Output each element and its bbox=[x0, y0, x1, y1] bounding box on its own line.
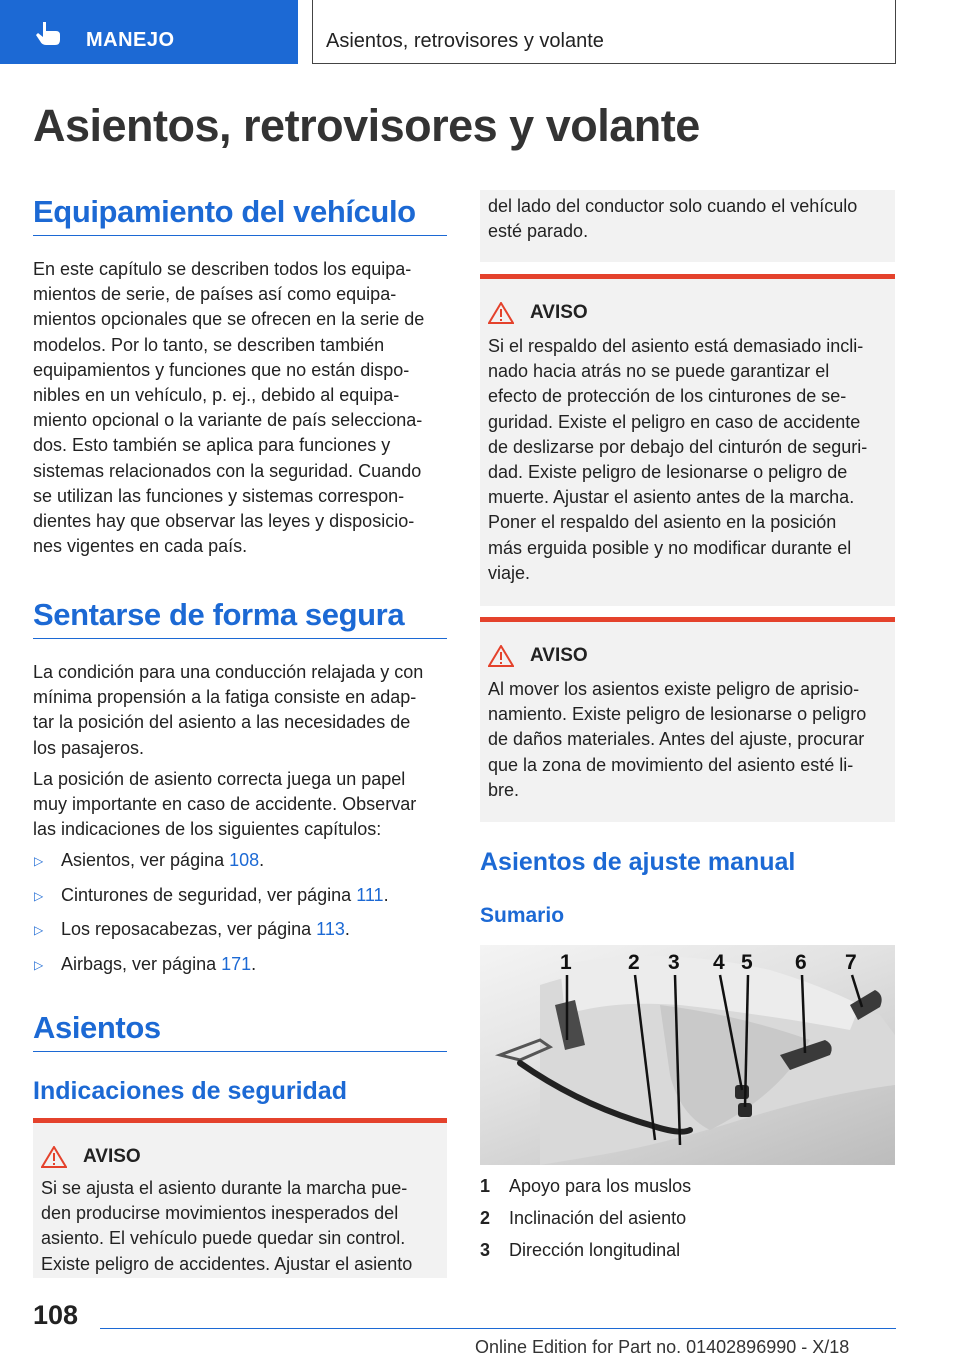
page-title: Asientos, retrovisores y volante bbox=[33, 100, 700, 151]
safety-heading: Indicaciones de seguridad bbox=[33, 1077, 347, 1105]
triangle-bullet-icon: ▷ bbox=[34, 957, 44, 972]
page-number: 108 bbox=[33, 1300, 79, 1330]
figure-callout: 4 bbox=[713, 951, 725, 974]
seat-illustration bbox=[480, 945, 895, 1165]
chapter-title: Asientos, retrovisores y volante bbox=[326, 30, 604, 52]
figure-callout: 2 bbox=[628, 951, 640, 974]
triangle-bullet-icon: ▷ bbox=[34, 854, 44, 868]
warning-bar bbox=[480, 274, 895, 279]
warning-label: AVISO bbox=[530, 645, 588, 666]
figure-callout: 1 bbox=[560, 951, 572, 974]
seating-paragraph-1: La condición para una conducción relajada y con mínima propensión a la fatiga consiste en adap- tar la posición del asiento a las necesidades de los pasajeros. bbox=[33, 662, 424, 758]
warning-label: AVISO bbox=[83, 1146, 141, 1167]
seating-heading-rule bbox=[33, 638, 447, 639]
figure-callout: 6 bbox=[795, 951, 807, 974]
warning-text: Si el respaldo del asiento está demasiado incli- nado hacia atrás no se puede garantizar el efecto de protección de los cinturones de se- guridad. Existe el peligro en caso de accidente de deslizarse por debajo del cinturón de seguri- dad. Existe peligro de lesionarse o peligro de muerte. Ajustar el asiento antes de la marcha. Poner el respaldo del asiento en la posición más erguida posible y no modificar durante el viaje. bbox=[488, 336, 868, 583]
continuation-text: del lado del conductor solo cuando el vehículo esté parado. bbox=[488, 196, 858, 242]
reference-list bbox=[33, 850, 447, 988]
section-tab bbox=[0, 0, 298, 64]
seats-heading-rule bbox=[33, 1051, 447, 1052]
section-label: MANEJO bbox=[86, 29, 175, 51]
summary-heading: Sumario bbox=[480, 904, 565, 927]
figure-callout: 3 bbox=[668, 951, 680, 974]
list-item: ▷ Asientos, ver página 108. bbox=[34, 850, 265, 870]
seats-heading: Asientos bbox=[33, 1010, 161, 1045]
warning-bar bbox=[480, 617, 895, 622]
manual-seats-heading: Asientos de ajuste manual bbox=[480, 848, 796, 876]
warning-triangle-icon bbox=[41, 1146, 67, 1168]
triangle-bullet-icon: ▷ bbox=[34, 923, 44, 937]
warning-label: AVISO bbox=[530, 302, 588, 323]
seating-paragraph-2: La posición de asiento correcta juega un papel muy importante en caso de accidente. Observar las indicaciones de los siguientes capítulos: bbox=[33, 769, 417, 840]
warning-bar bbox=[33, 1118, 447, 1123]
seating-heading: Sentarse de forma segura bbox=[33, 597, 405, 632]
figure-callout: 7 bbox=[845, 951, 857, 974]
warning-notice-3 bbox=[480, 617, 895, 822]
equipment-paragraph: En este capítulo se describen todos los equipa- mientos de serie, de países así como equipa- mientos opcionales que se ofrecen en la serie de modelos. Por lo tanto, se describen también equipamientos y funciones que no están dispo- nibles en un vehículo, p. ej., debido al equipa- miento opcional o la variante de país selecciona- dos. Esto también se aplica para funciones y sistemas relacionados con la seguridad. Cuando se utilizan las funciones y sistemas correspon- dientes hay que observar las leyes y disposicio- nes vigentes en cada país. bbox=[33, 259, 425, 557]
warning-text: Al mover los asientos existe peligro de aprisio- namiento. Existe peligro de lesionarse o peligro de daños materiales. Antes del ajuste, procurar que la zona de movimiento del asiento esté li- bre. bbox=[488, 679, 867, 800]
warning-triangle-icon bbox=[488, 302, 514, 324]
page-link[interactable]: 108 bbox=[229, 850, 260, 870]
edition-text: Online Edition for Part no. 01402896990 - X/18 bbox=[475, 1337, 850, 1357]
warning-continuation bbox=[480, 190, 895, 262]
triangle-bullet-icon: ▷ bbox=[34, 888, 44, 903]
page-link[interactable]: 111 bbox=[356, 884, 384, 905]
warning-header bbox=[488, 302, 588, 324]
equipment-heading-rule bbox=[33, 235, 447, 236]
warning-header bbox=[488, 645, 588, 667]
warning-notice-1 bbox=[33, 1118, 447, 1278]
footer-rule bbox=[100, 1328, 896, 1329]
warning-triangle-icon bbox=[488, 645, 514, 667]
equipment-heading: Equipamiento del vehículo bbox=[33, 194, 416, 229]
warning-notice-2 bbox=[480, 274, 895, 606]
warning-text: Si se ajusta el asiento durante la marcha pue- den producirse movimientos inesperados del asiento. El vehículo puede quedar sin control. Existe peligro de accidentes. Ajustar el asiento bbox=[41, 1178, 413, 1274]
list-item: ▷ Los reposacabezas, ver página 113. bbox=[34, 919, 350, 939]
figure-callout: 5 bbox=[741, 951, 753, 974]
seat-controls-figure bbox=[480, 945, 895, 1165]
page-link[interactable]: 171 bbox=[221, 953, 252, 974]
list-item: ▷ Airbags, ver página 171. bbox=[34, 953, 257, 974]
list-item: ▷ Cinturones de seguridad, ver página 111. bbox=[34, 884, 389, 905]
hand-pointer-icon bbox=[34, 20, 62, 46]
page-link[interactable]: 113 bbox=[316, 919, 345, 939]
warning-header bbox=[41, 1146, 141, 1168]
